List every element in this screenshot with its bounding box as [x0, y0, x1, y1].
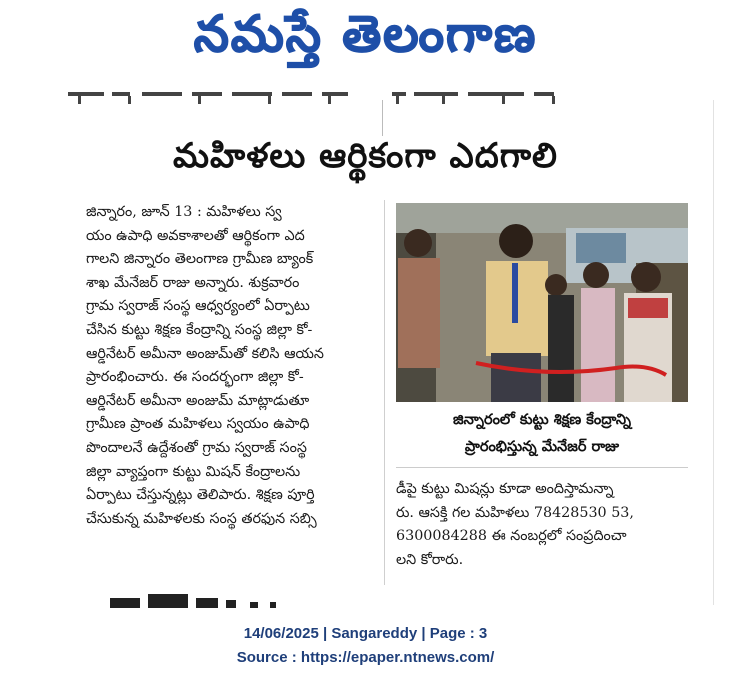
clipped-previous-article-right — [392, 90, 692, 112]
column-divider — [384, 200, 385, 585]
body-line: లని కోరారు. — [396, 551, 464, 568]
article-headline: మహిళలు ఆర్థికంగా ఎదగాలి — [173, 136, 558, 176]
body-line: గ్రామ స్వరాజ్ సంస్థ ఆధ్వర్యంలో ఏర్పాటు — [86, 298, 310, 315]
body-line: ఏర్పాటు చేస్తున్నట్లు తెలిపారు. శిక్షణ పూర్తి — [86, 487, 315, 504]
body-line: ఆర్డినేటర్ అమీనా అంజుమ్ మాట్లాడుతూ — [86, 392, 310, 409]
body-line: గ్రామీణ ప్రాంత మహిళలు స్వయం ఉపాధి — [86, 416, 310, 433]
article-body-left — [86, 201, 372, 531]
body-line: జిన్నారం, జూన్ 13 : మహిళలు స్వ — [86, 204, 282, 220]
column-divider-top — [382, 100, 383, 136]
body-line: గాలని జిన్నారం తెలంగాణ గ్రామీణ బ్యాంక్ — [86, 251, 314, 268]
caption-line-1: జిన్నారంలో కుట్టు శిక్షణ కేంద్రాన్ని — [453, 412, 631, 428]
photo-illustration — [396, 203, 688, 402]
article-photo — [396, 203, 688, 402]
page-footer — [0, 622, 731, 670]
page-edge-rule — [713, 100, 714, 605]
body-line: చేసిన కుట్టు శిక్షణ కేంద్రాన్ని సంస్థ జిల్లా కో- — [86, 321, 313, 338]
clipped-previous-article-left — [68, 90, 368, 112]
body-line: చేసుకున్న మహిళలకు సంస్థ తరఫున సబ్సి — [86, 510, 317, 527]
body-line: జిల్లా వ్యాప్తంగా కుట్టు మిషన్ కేంద్రాలను — [86, 463, 301, 480]
body-line: ఆర్డినేటర్ అమీనా అంజుమ్‌తో కలిసి ఆయన — [86, 345, 324, 362]
caption-line-2: ప్రారంభిస్తున్న మేనేజర్ రాజు — [464, 439, 620, 455]
footer-date-edition: 14/06/2025 | Sangareddy | Page : 3 — [243, 625, 488, 642]
body-line: శాఖ మేనేజర్ రాజు అన్నారు. శుక్రవారం — [86, 274, 300, 291]
clipped-next-heading — [110, 590, 380, 608]
body-line: డీపై కుట్టు మిషన్లు కూడా అందిస్తామన్నా — [396, 481, 614, 497]
body-line: రు. ఆసక్తి గల మహిళలు 78428530 53, — [396, 504, 634, 521]
body-line: పొందాలనే ఉద్దేశంతో గ్రామ స్వరాజ్ సంస్థ — [86, 439, 307, 456]
footer-source: Source : https://epaper.ntnews.com/ — [236, 649, 495, 666]
newspaper-logo-title: నమస్తే తెలంగాణ — [193, 4, 538, 63]
article-body-right — [396, 478, 696, 572]
photo-caption — [396, 404, 688, 468]
body-line: 6300084288 ఈ నంబర్లలో సంప్రదించా — [396, 528, 627, 545]
body-line: యం ఉపాధి అవకాశాలతో ఆర్థికంగా ఎద — [86, 227, 305, 244]
body-line: ప్రారంభించారు. ఈ సందర్భంగా జిల్లా కో- — [86, 369, 304, 386]
masthead — [0, 0, 731, 80]
